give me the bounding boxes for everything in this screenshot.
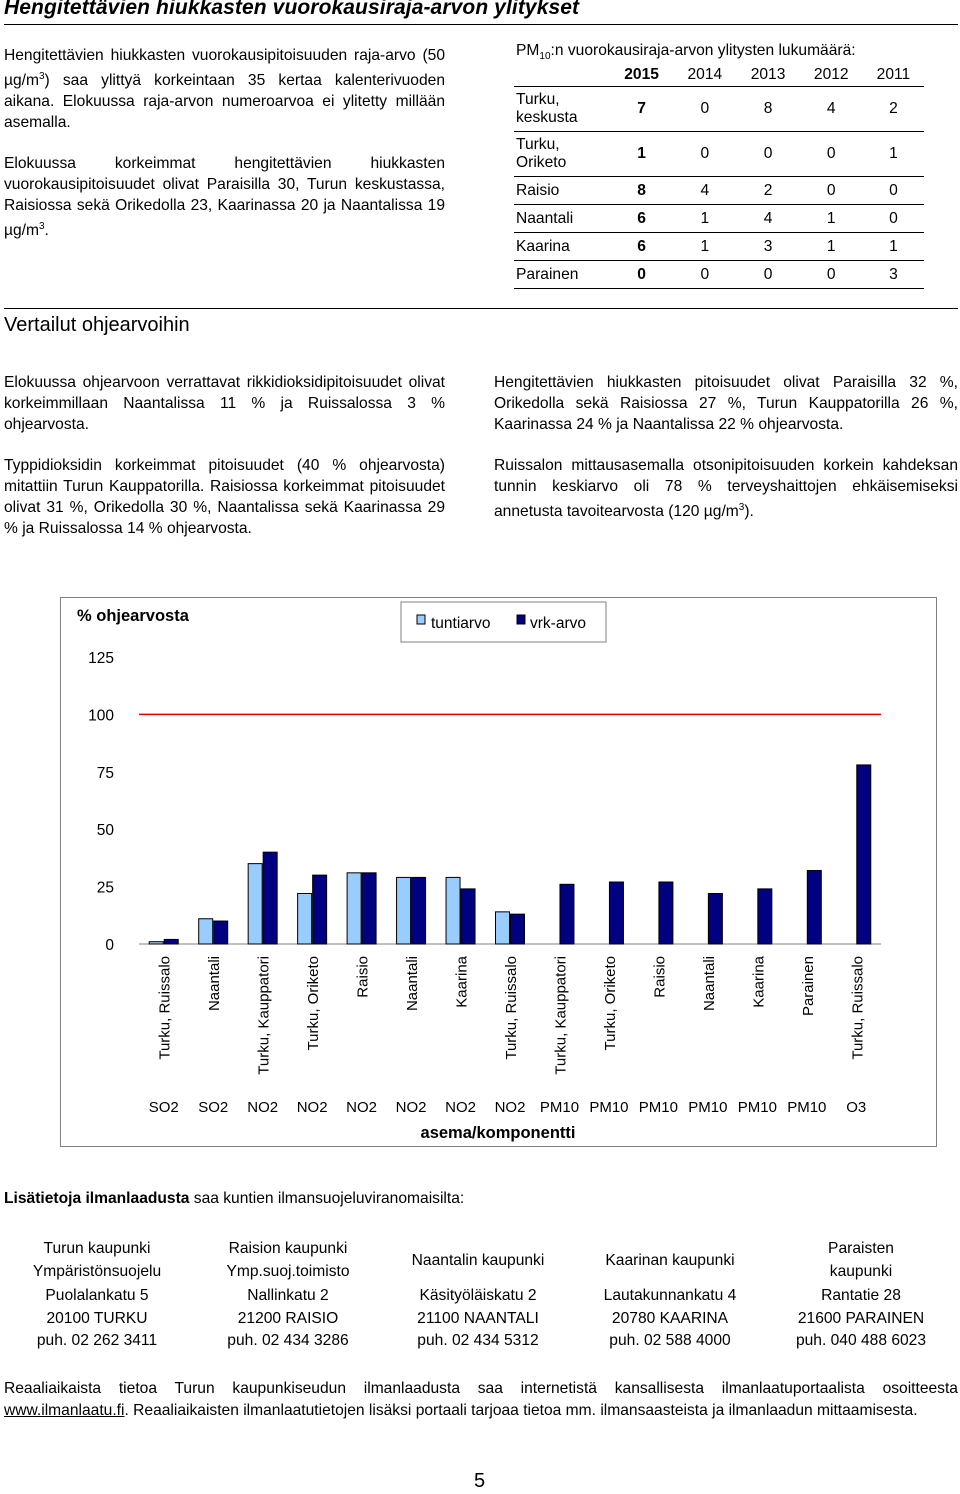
category-label: Raisio <box>354 956 372 998</box>
bar-vrk-arvo <box>659 882 673 944</box>
table-row <box>514 87 924 132</box>
contact-name <box>2 1238 192 1283</box>
exceedance-count: 1 <box>673 233 736 261</box>
section2-right-column <box>494 372 958 542</box>
contact-address-line: puh. 040 488 6023 <box>795 1332 927 1349</box>
contact-address <box>384 1285 572 1353</box>
bar-vrk-arvo <box>412 877 426 944</box>
category-label: Turku, Oriketo <box>305 956 323 1051</box>
bar-tuntiarvo <box>248 864 262 944</box>
exceedance-count: 1 <box>863 233 924 261</box>
bar-vrk-arvo <box>708 893 722 944</box>
chart-svg <box>61 598 936 1146</box>
year-header: 2012 <box>800 64 863 87</box>
contact-name-line: Ympäristönsuojelu <box>32 1262 162 1280</box>
component-label: NO2 <box>445 1099 476 1116</box>
exceedance-count: 1 <box>610 132 673 177</box>
exceedance-count: 7 <box>610 87 673 132</box>
exceedance-count: 0 <box>673 132 736 177</box>
category-label: Turku, Ruissalo <box>156 956 174 1060</box>
legend-swatch <box>517 615 525 624</box>
table-row <box>514 177 924 205</box>
contact-address <box>2 1285 192 1353</box>
no2-paragraph: Typpidioksidin korkeimmat pitoisuudet (40 % ohjearvosta) mitattiin Turun Kauppatorilla. Raisiossa korkeimmat pitoisuudet olivat 31 %, Orikedolla 30 %, Naantalissa sekä Kaarinassa 29 % ja Ruissalossa 14 % ohjearvosta. <box>4 457 445 537</box>
bar-vrk-arvo <box>857 765 871 944</box>
category-label: Turku, Oriketo <box>601 956 619 1051</box>
category-label: Kaarina <box>750 956 768 1008</box>
x-axis-title: asema/komponentti <box>420 1124 576 1142</box>
bar-vrk-arvo <box>560 884 574 944</box>
contact-name-line: Turun kaupunki <box>43 1240 151 1257</box>
bar-vrk-arvo <box>461 889 475 944</box>
contact-address-line: 21200 RAISIO <box>237 1309 339 1327</box>
contact-address-line: puh. 02 262 3411 <box>36 1332 158 1349</box>
pm10-exceedance-table <box>514 42 924 289</box>
footer-text: Reaaliaikaista tietoa Turun kaupunkiseudun ilmanlaadusta saa internetistä kansallisesta ilmanlaatuportaalista osoitteesta www.ilmanlaatu.fi. Reaaliaikaisten ilmanlaatutietojen lisäksi portaali tarjoaa tietoa mm. ilmansaasteista ja ilmanlaadun mittaamisesta. <box>4 1380 958 1419</box>
component-label: PM10 <box>589 1099 629 1116</box>
bar-vrk-arvo <box>758 889 772 944</box>
y-tick-label: 75 <box>96 764 114 782</box>
table-row <box>514 205 924 233</box>
category-label: Turku, Ruissalo <box>849 956 867 1060</box>
bar-tuntiarvo <box>496 912 510 944</box>
category-label: Turku, Ruissalo <box>503 956 520 1060</box>
contact-address-line: Nallinkatu 2 <box>247 1287 329 1304</box>
legend-swatch <box>417 615 425 624</box>
exceedance-count: 0 <box>863 177 924 205</box>
contact-address-line: puh. 02 588 4000 <box>609 1332 731 1349</box>
bar-tuntiarvo <box>446 877 460 944</box>
bar-vrk-arvo <box>362 873 376 944</box>
year-header: 2013 <box>736 64 799 87</box>
contact-name-line: Raision kaupunki <box>228 1240 348 1257</box>
contact-address-line: 20100 TURKU <box>46 1309 148 1327</box>
bar-vrk-arvo <box>807 871 821 944</box>
y-tick-label: 100 <box>88 707 114 725</box>
contact-name-line: Naantalin kaupunki <box>411 1252 545 1269</box>
exceedance-count: 8 <box>736 87 799 132</box>
exceedance-count: 0 <box>673 87 736 132</box>
category-label: Kaarina <box>453 956 471 1008</box>
exceedance-count: 2 <box>736 177 799 205</box>
year-header: 2015 <box>610 64 673 87</box>
exceedance-count: 1 <box>863 132 924 177</box>
y-tick-label: 125 <box>88 650 114 667</box>
contact-address <box>766 1285 956 1353</box>
exceedance-count: 8 <box>610 177 673 205</box>
section2-left-column <box>4 372 445 559</box>
year-header: 2011 <box>863 64 924 87</box>
year-header-row <box>514 64 924 87</box>
contact-address-line: 21100 NAANTALI <box>417 1309 539 1327</box>
exceedance-count: 0 <box>673 261 736 289</box>
bar-tuntiarvo <box>149 942 163 944</box>
bar-vrk-arvo <box>511 914 525 944</box>
component-label: PM10 <box>737 1099 777 1116</box>
percent-of-guideline-chart <box>60 597 937 1147</box>
contact-name-line: Kaarinan kaupunki <box>605 1252 735 1269</box>
pm10-table-grid <box>514 64 924 289</box>
bar-vrk-arvo <box>263 852 277 944</box>
contact-address-line: 20780 KAARINA <box>611 1309 729 1327</box>
component-label: NO2 <box>494 1099 526 1116</box>
component-label: O3 <box>846 1099 867 1116</box>
component-label: NO2 <box>296 1099 328 1116</box>
title-rule <box>4 24 958 25</box>
exceedance-count: 6 <box>610 233 673 261</box>
component-label: PM10 <box>688 1099 728 1116</box>
exceedance-count: 0 <box>863 205 924 233</box>
exceedance-count: 1 <box>673 205 736 233</box>
exceedance-count: 2 <box>863 87 924 132</box>
component-label: PM10 <box>539 1099 580 1116</box>
contact-address <box>574 1285 766 1353</box>
year-header: 2014 <box>673 64 736 87</box>
contact-address-line: 21600 PARAINEN <box>797 1309 925 1327</box>
category-label: Parainen <box>799 956 817 1017</box>
section-heading: Vertailut ohjearvoihin <box>4 314 190 336</box>
intro-paragraph-2: Elokuussa korkeimmat hengitettävien hiukkasten vuorokausipitoisuudet olivat Paraisilla 30, Turun keskustassa, Raisiossa sekä Orikedolla 23, Kaarinassa 20 ja Naantalissa 19 $\mu g/m^3$. <box>4 155 445 240</box>
contact-name <box>574 1250 766 1273</box>
category-label: Turku, Kauppatori <box>255 956 273 1075</box>
exceedance-count: 4 <box>736 205 799 233</box>
bar-vrk-arvo <box>214 921 228 944</box>
table-row <box>514 132 924 177</box>
so2-paragraph: Elokuussa ohjearvoon verrattavat rikkidioksidipitoisuudet olivat korkeimmillaan Naantalissa 11 % ja Ruissalossa 3 % ohjearvosta. <box>4 374 445 433</box>
component-label: PM10 <box>787 1099 827 1116</box>
chart-title: % ohjearvosta <box>77 607 189 625</box>
exceedance-count: 1 <box>800 205 863 233</box>
contact-address-line: puh. 02 434 3286 <box>227 1332 349 1349</box>
bar-vrk-arvo <box>313 875 327 944</box>
exceedance-count: 0 <box>610 261 673 289</box>
exceedance-count: 0 <box>800 261 863 289</box>
exceedance-count: 0 <box>736 261 799 289</box>
exceedance-count: 6 <box>610 205 673 233</box>
y-tick-label: 50 <box>96 822 114 840</box>
station-name: Kaarina <box>514 233 610 261</box>
component-label: NO2 <box>346 1099 378 1116</box>
legend-label: vrk-arvo <box>530 615 586 632</box>
component-label: SO2 <box>198 1099 229 1116</box>
exceedance-count: 4 <box>800 87 863 132</box>
contact-address-line: Puolalankatu 5 <box>45 1287 149 1304</box>
y-tick-label: 25 <box>96 879 114 897</box>
exceedance-count: 0 <box>800 177 863 205</box>
bar-vrk-arvo <box>164 939 178 944</box>
pm10-table-caption: $PM_{10}:n$ vuorokausiraja-arvon ylitysten lukumäärä: <box>516 42 856 63</box>
bar-vrk-arvo <box>609 882 623 944</box>
o3-paragraph: Ruissalon mittausasemalla otsonipitoisuuden korkein kahdeksan tunnin keskiarvo oli 78 % terveyshaittojen ehkäisemiseksi annetusta tavoitearvosta (120 $\mu g/m^3$). <box>494 457 958 521</box>
contact-name-line: Paraisten <box>828 1240 894 1257</box>
pm10-paragraph: Hengitettävien hiukkasten pitoisuudet olivat Paraisilla 32 %, Orikedolla sekä Raisiossa 27 %, Turun Kauppatorilla 26 %, Kaarinassa 24 % ja Naantalissa 22 % ohjearvosta. <box>494 374 958 433</box>
exceedance-count: 0 <box>736 132 799 177</box>
bar-tuntiarvo <box>199 919 213 944</box>
bar-tuntiarvo <box>298 893 312 944</box>
contact-name-line: Ymp.suoj.toimisto <box>226 1262 350 1280</box>
bar-tuntiarvo <box>397 877 411 944</box>
legend-label: tuntiarvo <box>431 615 491 632</box>
contact-address <box>194 1285 382 1353</box>
exceedance-count: 4 <box>673 177 736 205</box>
table-row <box>514 233 924 261</box>
contact-name-line: kaupunki <box>829 1262 893 1280</box>
table-row <box>514 261 924 289</box>
exceedance-count: 0 <box>800 132 863 177</box>
ilmanlaatu-link[interactable]: www.ilmanlaatu.fi <box>4 1402 125 1419</box>
category-label: Naantali <box>404 956 422 1012</box>
contact-address-line: Lautakunnankatu 4 <box>603 1287 737 1304</box>
station-name: Raisio <box>514 177 610 205</box>
contact-address-line: puh. 02 434 5312 <box>417 1332 539 1349</box>
page-number: 5 <box>474 1470 486 1492</box>
contact-name <box>384 1250 572 1273</box>
category-label: Turku, Kauppatori <box>552 956 570 1075</box>
page-title: Hengitettävien hiukkasten vuorokausiraja-arvon ylitykset <box>4 0 580 19</box>
category-label: Raisio <box>651 956 669 998</box>
intro-paragraph-1: Hengitettävien hiukkasten vuorokausipitoisuuden raja-arvo (50 $\mu g/m^3$) saa ylittyä korkeintaan 35 kertaa kalenterivuoden aikana. Elokuussa raja-arvon numeroarvoa ei ylitetty millään asemalla. <box>4 47 445 132</box>
exceedance-count: 1 <box>800 233 863 261</box>
category-label: Naantali <box>206 956 224 1012</box>
contact-name <box>194 1238 382 1283</box>
station-name: Naantali <box>514 205 610 233</box>
category-label: Naantali <box>700 956 718 1012</box>
y-tick-label: 0 <box>105 937 114 954</box>
exceedance-count: 3 <box>736 233 799 261</box>
more-info-intro: Lisätietoja ilmanlaadusta saa kuntien ilmansuojeluviranomaisilta: <box>4 1190 465 1207</box>
component-label: NO2 <box>247 1099 279 1116</box>
component-label: PM10 <box>638 1099 678 1116</box>
station-name: Turku, keskusta <box>514 87 610 132</box>
station-name: Parainen <box>514 261 610 289</box>
section-rule <box>4 308 958 309</box>
station-name: Turku, Oriketo <box>514 132 610 177</box>
contact-address-line: Käsityöläiskatu 2 <box>419 1287 537 1304</box>
contact-address-line: Rantatie 28 <box>821 1287 901 1304</box>
bar-tuntiarvo <box>347 873 361 944</box>
component-label: NO2 <box>395 1099 427 1116</box>
contact-name <box>766 1238 956 1283</box>
component-label: SO2 <box>148 1099 179 1116</box>
exceedance-count: 3 <box>863 261 924 289</box>
intro-text <box>4 45 445 261</box>
